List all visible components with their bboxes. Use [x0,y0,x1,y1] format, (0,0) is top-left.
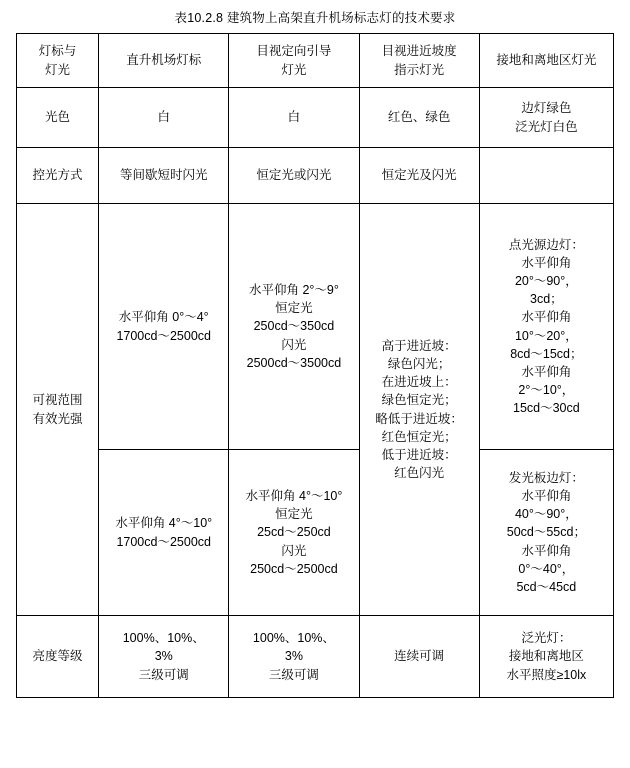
header-cell-orientation [229,34,359,88]
cell-line: 红色、绿色 [387,110,451,125]
cell-line: 0°～40°， [518,561,575,576]
cell-brightness-orientation [229,616,359,698]
cell-intensity-orientation-lower [229,450,359,616]
row-label-color [17,88,99,148]
cell-brightness-beacon [99,616,229,698]
cell-line: 闪光 [281,337,307,352]
cell-line: 20°～90°， [514,274,578,289]
cell-line: 250cd～2500cd [250,561,338,576]
table-caption: 表10.2.8 建筑物上高架直升机场标志灯的技术要求 [174,11,456,25]
row-label-line: 亮度等级 [32,649,83,664]
cell-line: 水平仰角 [521,543,572,558]
header-line: 接地和离地区灯光 [496,53,597,68]
cell-line: 1700cd～2500cd [116,534,211,549]
cell-line: 绿色恒定光； [381,393,457,408]
cell-line: 2°～10°， [518,382,575,397]
cell-line: 水平仰角 4°～10° [115,516,213,531]
row-label-line: 有效光强 [32,411,83,426]
table-header-row [17,34,614,88]
cell-line: 2500cd～3500cd [246,355,342,370]
cell-line: 红色闪光 [394,465,445,480]
cell-line: 3% [154,649,173,664]
row-label-line: 控光方式 [32,168,83,183]
cell-line: 恒定光或闪光 [256,168,332,183]
cell-line: 三级可调 [138,667,189,682]
cell-line: 水平仰角 [521,256,572,270]
table-row [17,148,614,204]
header-line: 灯光 [281,62,307,77]
cell-brightness-approach-slope [359,616,479,698]
cell-line: 略低于进近坡： [375,411,463,426]
header-line: 指示灯光 [394,62,445,77]
header-line: 灯光 [45,62,71,77]
specification-table [16,33,614,698]
cell-line: 8cd～15cd； [510,346,583,361]
cell-line: 泛光灯： [521,631,572,646]
cell-intensity-orientation-upper [229,204,359,450]
table-row [17,616,614,698]
cell-intensity-approach-slope [359,204,479,616]
header-line: 目视进近坡度 [381,44,457,59]
cell-line: 泛光灯白色 [515,119,578,134]
cell-line: 1700cd～2500cd [116,328,211,343]
cell-line: 3cd； [530,292,563,307]
cell-control-approach-slope [359,148,479,204]
table-row [17,450,614,616]
header-cell-approach-slope [359,34,479,88]
row-label-control-mode [17,148,99,204]
cell-control-tlof [479,148,613,204]
cell-line: 水平仰角 [521,489,572,504]
cell-line: 水平仰角 [521,310,572,325]
table-row [17,204,614,450]
cell-line: 50cd～55cd； [506,525,586,540]
cell-line: 在进近坡上： [381,375,457,390]
cell-line: 白 [157,110,170,125]
cell-line: 恒定光及闪光 [381,168,457,183]
table-row [17,88,614,148]
row-label-intensity [17,204,99,616]
header-line: 灯标与 [38,44,77,59]
header-cell-category [17,34,99,88]
cell-line: 边灯绿色 [521,101,572,116]
cell-control-orientation [229,148,359,204]
row-label-line: 可视范围 [32,393,83,408]
cell-line: 恒定光 [275,507,313,522]
cell-line: 三级可调 [268,667,319,682]
cell-line: 3% [284,649,303,664]
cell-line: 白 [287,110,301,125]
cell-line: 水平仰角 [521,364,572,379]
cell-line: 闪光 [281,543,307,558]
cell-line: 水平仰角 4°～10° [245,489,343,504]
cell-line: 水平照度≥10lx [506,667,587,682]
cell-line: 15cd～30cd [513,401,580,415]
cell-line: 水平仰角 0°～4° [118,310,209,325]
row-label-brightness-level [17,616,99,698]
cell-line: 绿色闪光； [387,357,451,372]
cell-line: 接地和离地区 [508,649,584,664]
cell-line: 恒定光 [275,301,313,316]
header-cell-tlof [479,34,613,88]
table-container [0,33,630,698]
cell-line: 点光源边灯： [508,237,584,252]
header-line: 目视定向引导 [256,44,332,59]
cell-line: 红色恒定光； [381,429,457,444]
cell-line: 发光板边灯： [508,471,584,486]
cell-line: 水平仰角 2°～9° [248,283,339,298]
cell-brightness-tlof [479,616,613,698]
cell-intensity-beacon-lower [99,450,229,616]
cell-color-orientation [229,88,359,148]
cell-intensity-tlof-point-source [479,204,613,450]
cell-color-approach-slope [359,88,479,148]
cell-line: 等间歇短时闪光 [119,168,208,183]
cell-line: 低于进近坡： [381,447,457,462]
cell-line: 100%、10%、 [252,631,335,646]
header-cell-beacon [99,34,229,88]
cell-color-tlof [479,88,613,148]
cell-line: 40°～90°， [514,507,578,522]
cell-intensity-tlof-luminous-panel [479,450,613,616]
cell-line: 连续可调 [394,649,445,664]
cell-line: 250cd～350cd [253,319,335,334]
cell-intensity-beacon-upper [99,204,229,450]
cell-line: 25cd～250cd [257,525,331,540]
cell-line: 100%、10%、 [122,631,205,646]
cell-line: 5cd～45cd [516,579,577,594]
cell-color-beacon [99,88,229,148]
header-line: 直升机场灯标 [126,53,202,68]
cell-line: 10°～20°， [514,328,578,343]
row-label-line: 光色 [45,110,71,125]
cell-line: 高于进近坡： [381,339,457,353]
cell-control-beacon [99,148,229,204]
